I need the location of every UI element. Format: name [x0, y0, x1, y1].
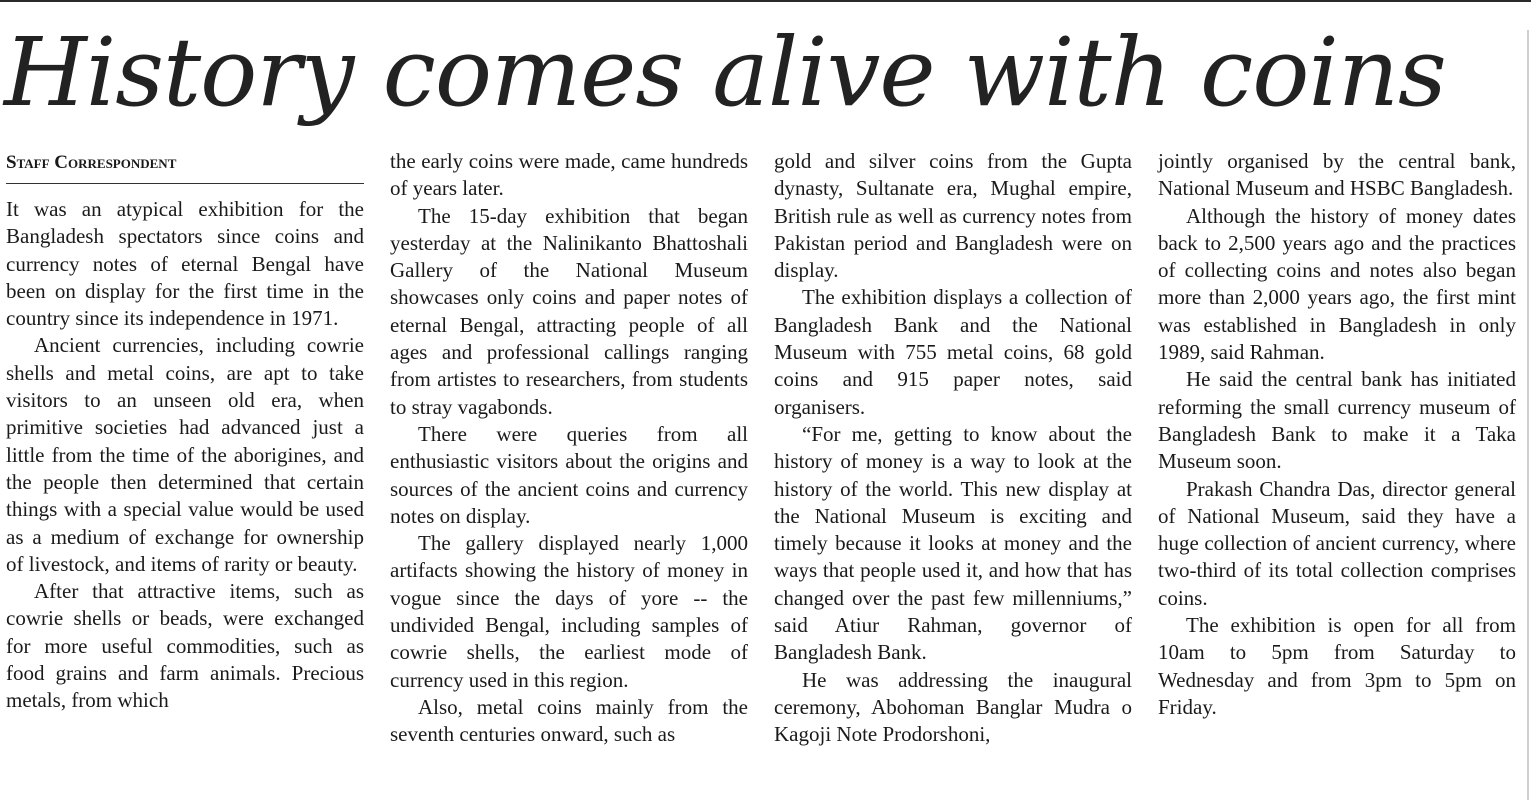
- paragraph: Also, metal coins mainly from the seventh centuries onward, such as: [390, 694, 748, 747]
- paragraph: It was an atypical exhibition for the Bangladesh spectators since coins and currency notes of eternal Bengal have been on display for the first time in the country since its independence in 1971.: [6, 197, 364, 331]
- article-column-3: [774, 148, 1132, 749]
- paragraph: “For me, getting to know about the history of money is a way to look at the history of the world. This new display at the National Museum is exciting and timely because it looks at money and the ways that people used it, and how that has changed over the past few millenniums,” said Atiur Rahman, governor of Bangladesh Bank.: [774, 421, 1132, 665]
- paragraph: the early coins were made, came hundreds of years later.: [390, 149, 748, 201]
- paragraph: The gallery displayed nearly 1,000 artifacts showing the history of money in vogue since the days of yore -- the undivided Bengal, including samples of cowrie shells, the earliest mode of currency used in this region.: [390, 531, 748, 692]
- headline: History comes alive with coins: [4, 18, 1446, 128]
- article-column-1: [6, 148, 364, 715]
- paragraph: After that attractive items, such as cowrie shells or beads, were exchanged for more useful commodities, such as food grains and farm animals. Precious metals, from which: [6, 579, 364, 713]
- article-column-4: [1158, 148, 1516, 721]
- paragraph: Ancient currencies, including cowrie shells and metal coins, are apt to take visitors to an unseen old era, when primitive societies had advanced just a little from the time of the aborigines, and the people then determined that certain things with a special value would be used as a medium of exchange for ownership of livestock, and items of rarity or beauty.: [6, 333, 364, 576]
- paragraph: The exhibition is open for all from 10am to 5pm from Saturday to Wednesday and from 3pm to 5pm on Friday.: [1158, 613, 1516, 719]
- paragraph: The exhibition displays a collection of Bangladesh Bank and the National Museum with 755 metal coins, 68 gold coins and 915 paper notes, said organisers.: [774, 285, 1132, 419]
- paragraph: Although the history of money dates back to 2,500 years ago and the practices of collecting coins and notes also began more than 2,000 years ago, the first mint was established in Bangladesh in only 1989, said Rahman.: [1158, 203, 1516, 365]
- byline: Staff Correspondent: [6, 148, 364, 184]
- paragraph: Prakash Chandra Das, director general of National Museum, said they have a huge collection of ancient currency, where two-third of its total collection comprises coins.: [1158, 476, 1516, 610]
- paragraph: gold and silver coins from the Gupta dynasty, Sultanate era, Mughal empire, British rule as well as currency notes from Pakistan period and Bangladesh were on display.: [774, 149, 1132, 283]
- paragraph: He said the central bank has initiated reforming the small currency museum of Bangladesh Bank to make it a Taka Museum soon.: [1158, 367, 1516, 474]
- paragraph: jointly organised by the central bank, National Museum and HSBC Bangladesh.: [1158, 149, 1516, 201]
- right-edge-rule: [1527, 30, 1529, 800]
- paragraph: The 15-day exhibition that began yesterday at the Nalinikanto Bhattoshali Gallery of the National Museum showcases only coins and paper notes of eternal Bengal, attracting people of all ages and professional callings ranging from artistes to researchers, from students to stray vagabonds.: [390, 203, 748, 419]
- paragraph: He was addressing the inaugural ceremony, Abohoman Banglar Mudra o Kagoji Note Prodorshoni,: [774, 667, 1132, 747]
- article-column-2: [390, 148, 748, 749]
- paragraph: There were queries from all enthusiastic visitors about the origins and sources of the ancient coins and currency notes on display.: [390, 421, 748, 528]
- top-rule: [0, 0, 1531, 2]
